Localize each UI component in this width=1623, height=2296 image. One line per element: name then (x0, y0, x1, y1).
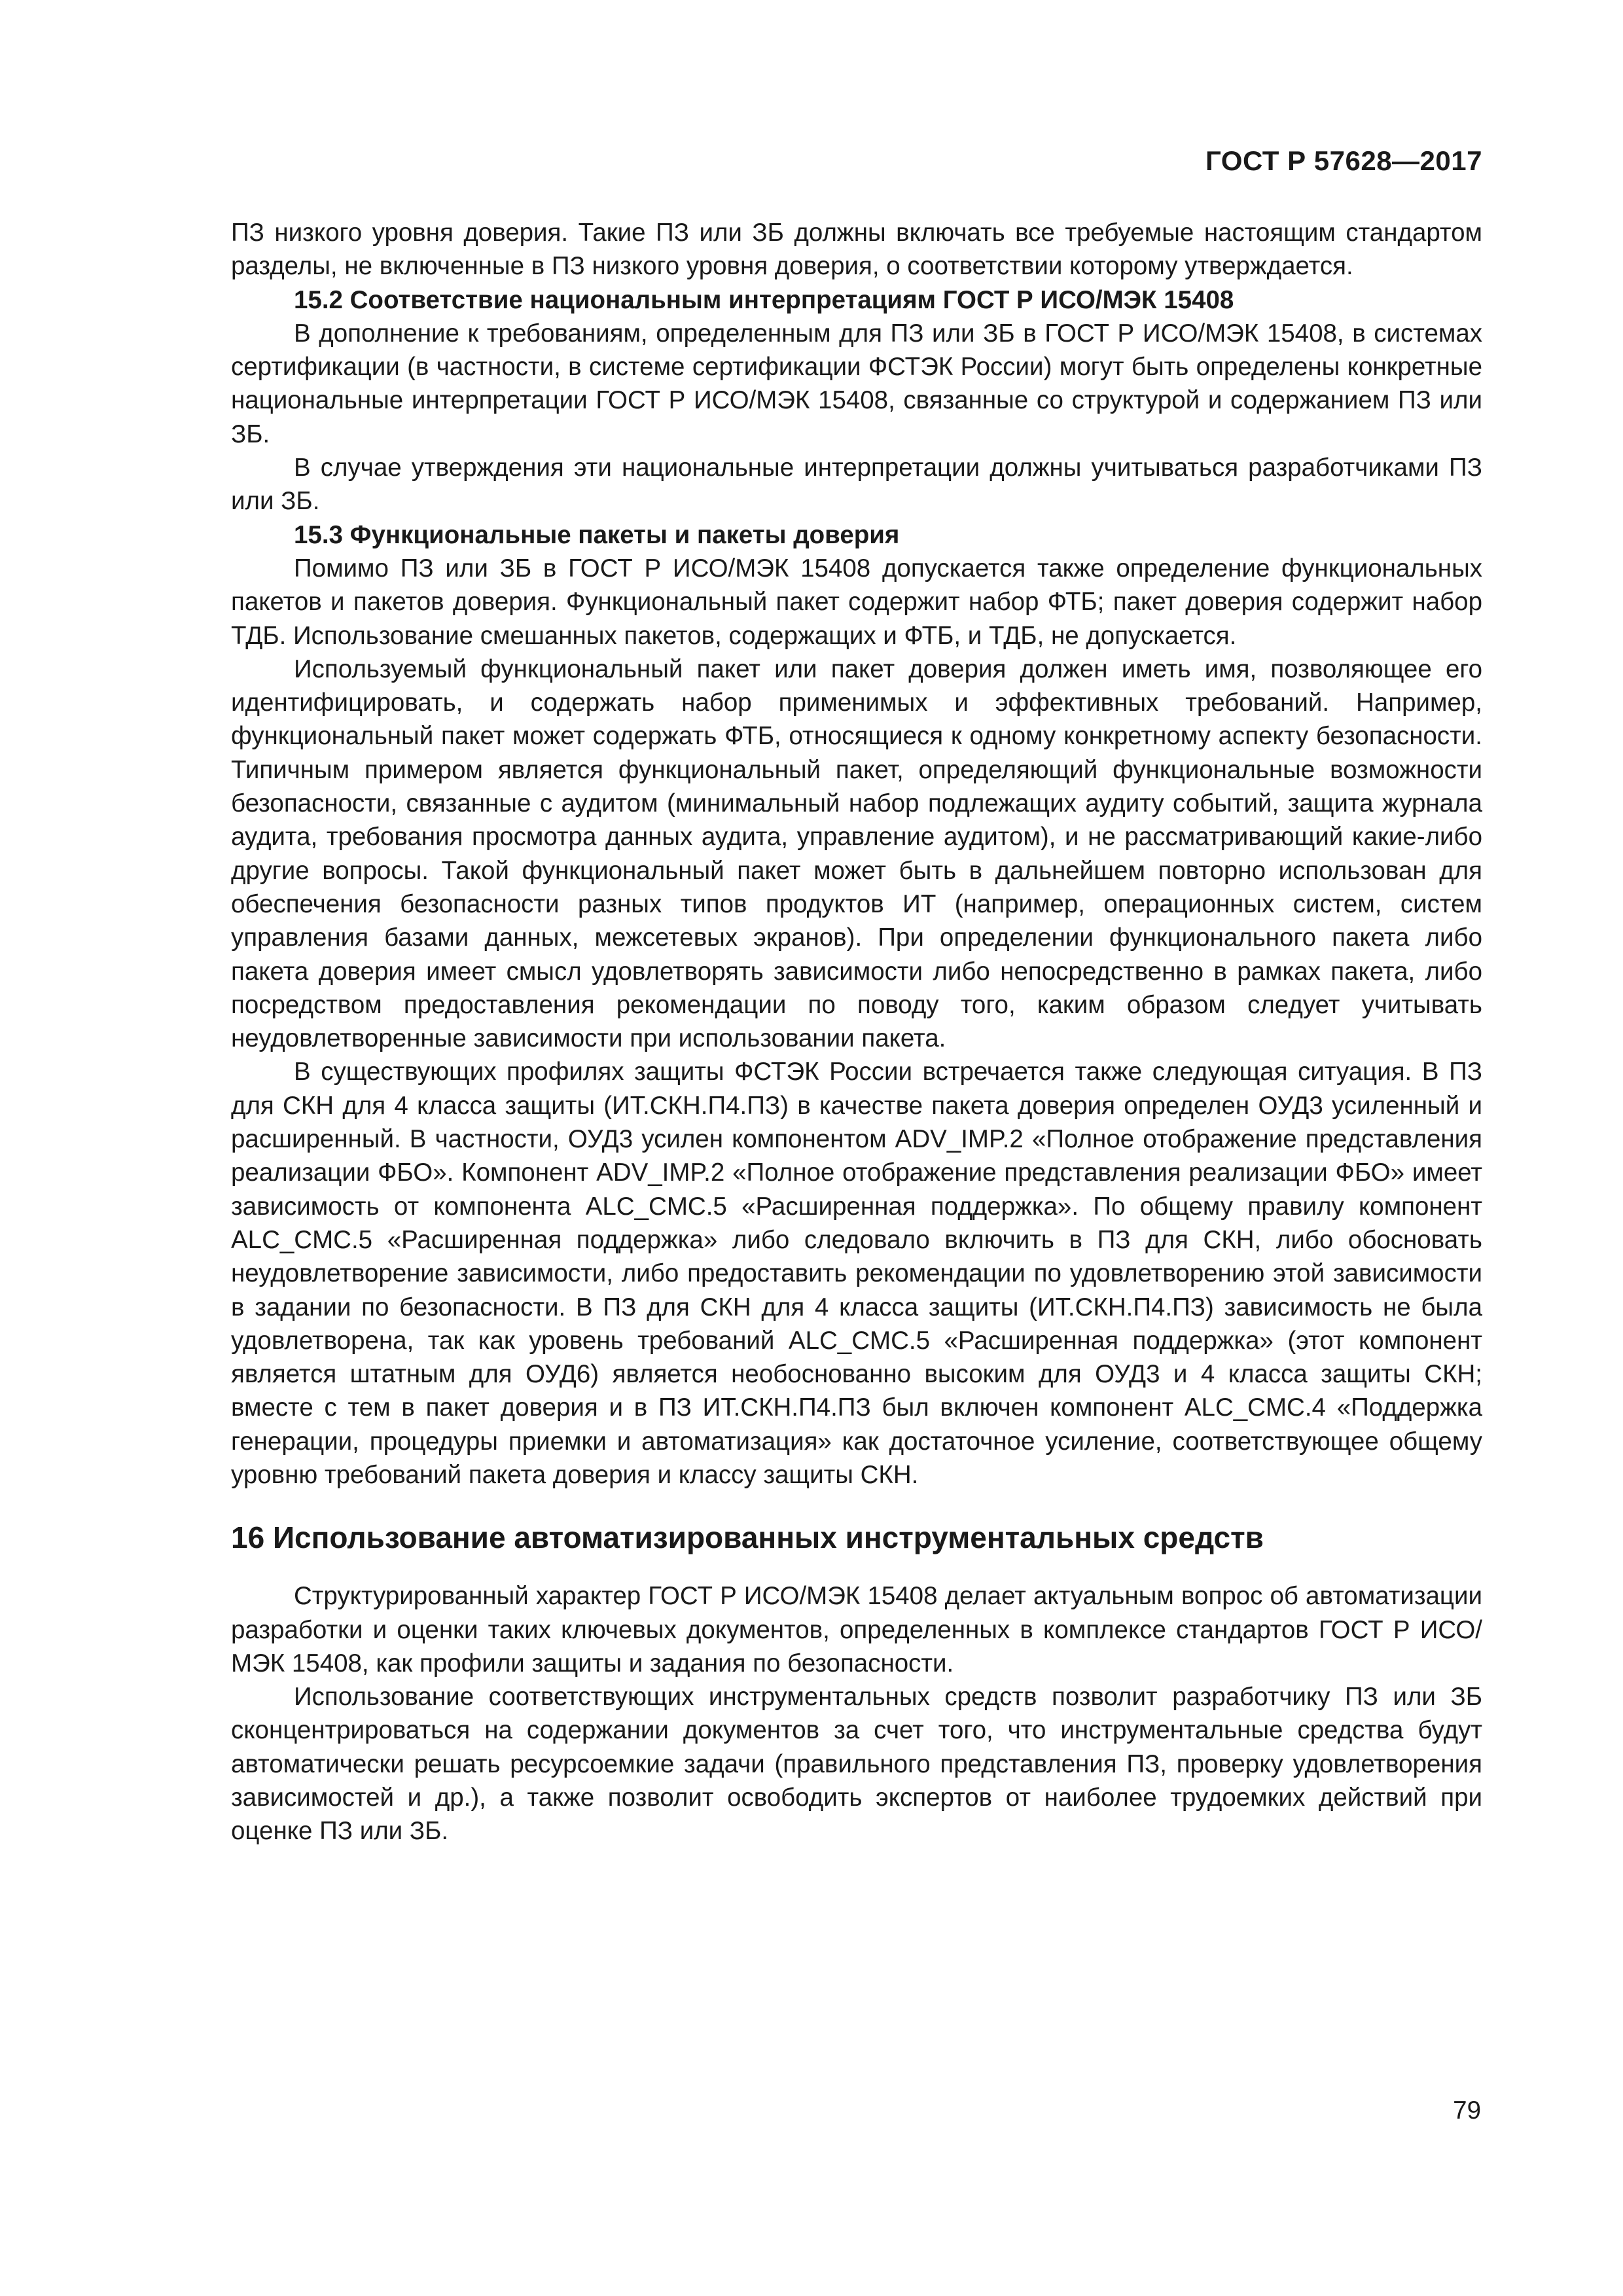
paragraph: В случае утверждения эти национальные интерпретации должны учитываться разработчиками ПЗ или ЗБ. (231, 454, 1482, 516)
paragraph: ПЗ низкого уровня доверия. Такие ПЗ или ЗБ должны включать все требуемые настоящим стандартом разделы, не включенные в ПЗ низкого уровня доверия, о соответствии которому утверждается. (231, 219, 1482, 281)
subsection-heading-15-2: 15.2 Соответствие национальным интерпретациям ГОСТ Р ИСО/МЭК 15408 (294, 285, 1234, 314)
paragraph: В существующих профилях защиты ФСТЭК России встречается также следующая ситуация. В ПЗ для СКН для 4 класса защиты (ИТ.СКН.П4.ПЗ) в качестве пакета доверия определен ОУД3 усиленный и расширенный. В частности, ОУД3 усилен компонентом ADV_IMP.2 «Полное отображение представления реализации ФБО». Компонент ADV_IMP.2 «Полное отображение представления реализации ФБО» имеет зависимость от компонента ALC_CMC.5 «Расширенная поддержка». По общему правилу компонент ALC_CMC.5 «Расширенная поддержка» либо следовало включить в ПЗ для СКН, либо обосновать неудовлетворение зависимости, либо предоставить рекомендации по удовлетворению этой зависимости в задании по безопасности. В ПЗ для СКН для 4 класса защиты (ИТ.СКН.П4.ПЗ) зависимость не была удовлетворена, так как уровень требований ALC_CMC.5 «Расширенная поддержка» (этот компонент является штатным для ОУД6) является необоснованно высоким для ОУД3 и 4 класса защиты СКН; вместе с тем в пакет доверия и в ПЗ ИТ.СКН.П4.ПЗ был включен компонент ALC_CMC.4 «Поддержка генерации, процедуры приемки и автоматизация» как достаточное усиление, соответствующее общему уровню требований пакета доверия и классу защиты СКН. (231, 1058, 1482, 1489)
subsection-heading-15-3: 15.3 Функциональные пакеты и пакеты доверия (294, 520, 900, 549)
page-body (231, 216, 1482, 1848)
section-heading-16: 16 Использование автоматизированных инструментальных средств (231, 1520, 1264, 1555)
paragraph: Структурированный характер ГОСТ Р ИСО/МЭК 15408 делает актуальным вопрос об автоматизации разработки и оценки таких ключевых документов, определенных в комплексе стандартов ГОСТ Р ИСО/МЭК 15408, как профили защиты и задания по безопасности. (231, 1582, 1482, 1677)
page-number: 79 (1453, 2096, 1481, 2125)
paragraph: Использование соответствующих инструментальных средств позволит разработчику ПЗ или ЗБ сконцентрироваться на содержании документов за счет того, что инструментальные средства будут автоматически решать ресурсоемкие задачи (правильного представления ПЗ, проверку удовлетворения зависимостей и др.), а также позволит освободить экспертов от наиболее трудоемких действий при оценке ПЗ или ЗБ. (231, 1683, 1482, 1846)
paragraph: В дополнение к требованиям, определенным для ПЗ или ЗБ в ГОСТ Р ИСО/МЭК 15408, в системах сертификации (в частности, в системе сертификации ФСТЭК России) могут быть определены конкретные национальные интерпретации ГОСТ Р ИСО/МЭК 15408, связанные со структурой и содержанием ПЗ или ЗБ. (231, 319, 1482, 448)
paragraph: Используемый функциональный пакет или пакет доверия должен иметь имя, позволяющее его идентифицировать, и содержать набор применимых и эффективных требований. Например, функциональный пакет может содержать ФТБ, относящиеся к одному конкретному аспекту безопасности. Типичным примером является функциональный пакет, определяющий функциональные возможности безопасности, связанные с аудитом (минимальный набор подлежащих аудиту событий, защита журнала аудита, требования просмотра данных аудита, управление аудитом), и не рассматривающий какие-либо другие вопросы. Такой функциональный пакет может быть в дальнейшем повторно использован для обеспечения безопасности разных типов продуктов ИТ (например, операционных систем, систем управления базами данных, межсетевых экранов). При определении функционального пакета либо пакета доверия имеет смысл удовлетворять зависимости либо непосредственно в рамках пакета, либо посредством предоставления рекомендации по поводу того, каким образом следует учитывать неудовлетворенные зависимости при использовании пакета. (231, 655, 1482, 1053)
document-id: ГОСТ Р 57628—2017 (1205, 145, 1482, 176)
paragraph: Помимо ПЗ или ЗБ в ГОСТ Р ИСО/МЭК 15408 допускается также определение функциональных пакетов и пакетов доверия. Функциональный пакет содержит набор ФТБ; пакет доверия содержит набор ТДБ. Использование смешанных пакетов, содержащих и ФТБ, и ТДБ, не допускается. (231, 554, 1482, 650)
